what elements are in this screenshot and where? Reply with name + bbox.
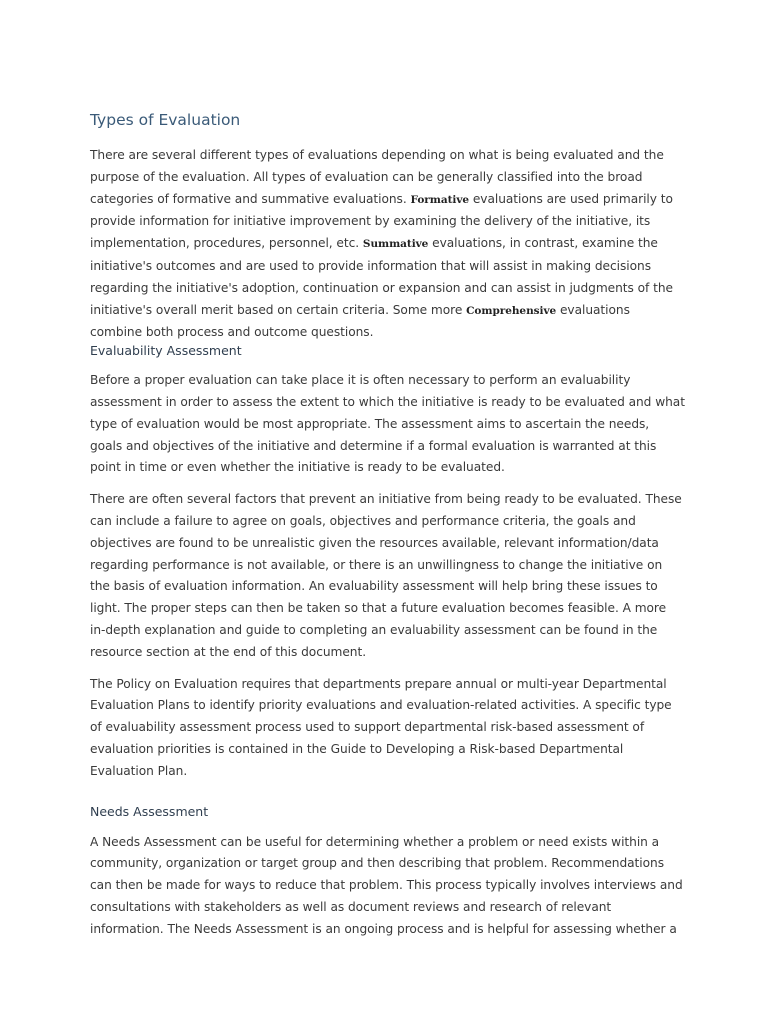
document-body [90, 108, 685, 941]
evaluability-paragraph-3: The Policy on Evaluation requires that departments prepare annual or multi-year Departmental Evaluation Plans to identify priority evaluations and evaluation-related activities. A specific type of evaluability assessment process used to support departmental risk-based assessment of evaluation priorities is contained in the Guide to Developing a Risk-based Departmental Evaluation Plan. [90, 676, 672, 778]
term-comprehensive: Comprehensive [466, 304, 557, 317]
section-heading-evaluability: Evaluability Assessment [90, 343, 242, 359]
section-heading-needs: Needs Assessment [90, 803, 209, 819]
needs-paragraph-1: A Needs Assessment can be useful for determining whether a problem or need exists within a community, organization or target group and then describing that problem. Recommendations can then be made for ways to reduce that problem. This process typically involves interviews and consultations with stakeholders as well as document reviews and research of relevant information. The Needs Assessment is an ongoing process and is helpful for assessing whether a [90, 834, 683, 936]
term-summative: Summative [362, 238, 429, 251]
intro-paragraph [90, 145, 685, 344]
evaluability-paragraph-2: There are often several factors that prevent an initiative from being ready to be evaluated. These can include a failure to agree on goals, objectives and performance criteria, the goals and objectives are found to be unrealistic given the resources available, relevant information/data regarding performance is not available, or there is an unwillingness to change the initiative on the basis of evaluation information. An evaluability assessment will help bring these issues to light. The proper steps can then be taken so that a future evaluation becomes feasible. A more in-depth explanation and guide to completing an evaluability assessment can be found in the resource section at the end of this document. [90, 492, 682, 659]
page-title: Types of Evaluation [90, 111, 241, 129]
intro-text-3: evaluations, in contrast, examine the initiative's outcomes and are used to provide information that will assist in making decisions regarding the initiative's adoption, continuation or expansion and can assist in judgments of the initiative's overall merit based on certain criteria. Some more [90, 236, 673, 317]
intro-text-4: evaluations combine both process and outcome questions. [90, 302, 630, 340]
term-formative: Formative [410, 193, 470, 206]
evaluability-paragraph-1: Before a proper evaluation can take place it is often necessary to perform an evaluability assessment in order to assess the extent to which the initiative is ready to be evaluated and what type of evaluation would be most appropriate. The assessment aims to ascertain the needs, goals and objectives of the initiative and determine if a formal evaluation is warranted at this point in time or even whether the initiative is ready to be evaluated. [90, 373, 685, 475]
intro-text-2: evaluations are used primarily to provide information for initiative improvement by examining the delivery of the initiative, its implementation, procedures, personnel, etc. [90, 191, 673, 251]
intro-text-1: There are several different types of evaluations depending on what is being evaluated and the purpose of the evaluation. All types of evaluation can be generally classified into the broad categories of formative and summative evaluations. [90, 148, 664, 206]
